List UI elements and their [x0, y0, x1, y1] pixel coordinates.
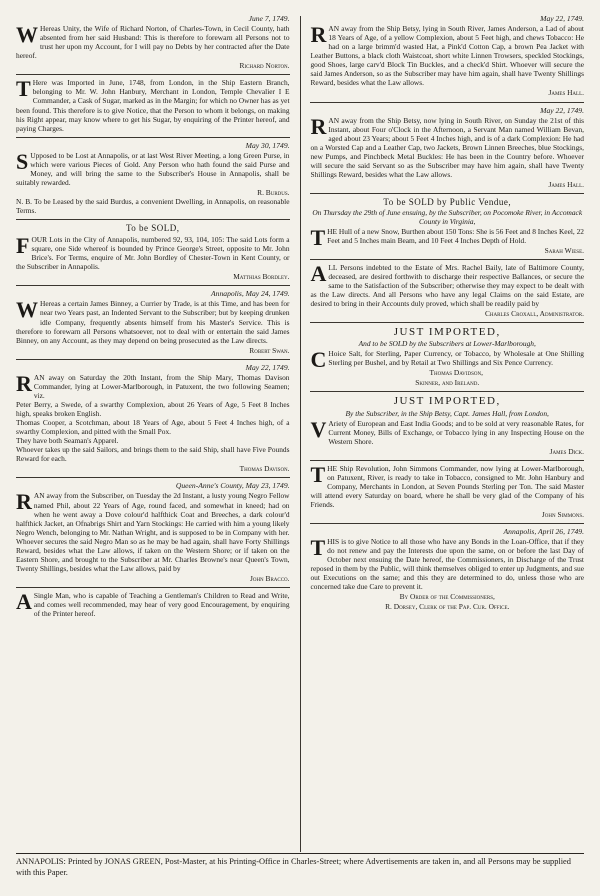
ad-signature: James Hall. [548, 179, 584, 189]
divider [16, 587, 290, 588]
divider [16, 219, 290, 220]
advertisement-imported-sugar [16, 78, 290, 132]
advertisement-lots [16, 223, 290, 281]
divider [16, 477, 290, 478]
drop-cap: T [310, 535, 326, 561]
ad-signature: John Simmons. [541, 509, 584, 519]
ad-subheading: On Thursday the 29th of June ensuing, by the Subscriber, on Pocomoke River, in Accomack County in Virginia, [312, 207, 583, 226]
ad-body: OUR Lots in the City of Annapolis, numbered 92, 93, 104, 105: The said Lots form a square, one Side whereof is bounded by Prince George's Street, opposite to Mr. John Brice's. For Terms, enquire of Mr. John Bordley of Chester-Town in Kent County, or the Subscriber in Annapolis. [16, 235, 290, 272]
advertisement-teacher [16, 588, 290, 618]
divider [16, 74, 290, 75]
ad-date: June 7, 1749. [248, 14, 290, 23]
ad-signature: Sarah Wiese. [544, 245, 584, 255]
advertisement-baily [310, 260, 584, 318]
ad-heading: To be SOLD, [125, 223, 180, 234]
ad-body: Here was Imported in June, 1748, from London, in the Ship Eastern Branch, belonging to Mr. W. John Hanbury, Merchant in London, Temple Chevalier I E Commander, a Cask of Sugar, marked as in the Margin; for which no Owner has as yet been found. This therefore is to give Notice, that the Person to whom it belongs, on making his Right appear, may know where to get his Sugar, by enquiring of the Printer hereof, and paying Charges. [16, 78, 290, 133]
left-column [16, 14, 290, 852]
ad-subheading: By the Subscriber, in the Ship Betsy, Capt. James Hall, from London, [345, 408, 549, 418]
ad-subheading: And to be SOLD by the Subscribers at Lower-Marlborough, [358, 339, 536, 349]
ad-heading: To be SOLD by Public Vendue, [383, 197, 512, 207]
drop-cap: F [16, 233, 30, 259]
drop-cap: R [310, 113, 327, 139]
advertisement-goods [310, 395, 584, 455]
advertisement-seamen [16, 363, 290, 474]
divider [16, 359, 290, 360]
ad-body: LL Persons indebted to the Estate of Mrs. Rachel Baily, late of Baltimore County, deceased, are desired forthwith to discharge their respective Ballances, or secure the same to the Satisfaction of the Subscriber; otherwise they may expect to be dealt with as the Law directs. And all Persons who have any legal Claims on the said Estate, are desired to bring in their Accounts duly proved, which shall be readily paid by [310, 262, 584, 308]
ad-signature: Thomas Davidson, [429, 368, 483, 378]
ad-signature-second-line: R. Dorsey, Clerk of the Pap. Cur. Office. [385, 602, 510, 612]
ad-date: May 22, 1749. [540, 14, 584, 23]
ad-body: AN away on Saturday the 20th Instant, from the Ship Mary, Thomas Davison Commander, lying at Lower-Marlborough, in Patuxent, the two following Seamen; viz. [33, 372, 290, 400]
divider [310, 102, 584, 103]
ad-body: Hereas a certain James Binney, a Currier by Trade, is at this Time, and has been for near two Years past, an Indented Servant to the Subscriber; but by keeping drunken idle Company, frequently absents himself from his Master's Service. This is therefore to forewarn all Persons whatsoever, not to deal with or entertain the said James Binney, on any Account, as they may depend on being prosecuted as the Law directs. [16, 299, 290, 345]
ad-signature: James Hall. [548, 88, 584, 98]
drop-cap: W [16, 22, 38, 48]
right-column [310, 14, 584, 852]
drop-cap: A [310, 260, 327, 286]
ad-body: Ariety of European and East India Goods; and to be sold at very reasonable Rates, for Current Money, Bills of Exchange, or Tobacco lying in any Inspecting House on the Western Shore. [328, 418, 584, 446]
columns [16, 14, 584, 852]
ad-signature: Matthias Bordley. [233, 272, 290, 282]
advertisement-vendue [310, 197, 584, 255]
drop-cap: A [16, 588, 32, 614]
divider [16, 285, 290, 286]
ad-body: AN away from the Subscriber, on Tuesday the 2d Instant, a lusty young Negro Fellow named Phil, about 22 Years of Age, round faced, and somewhat in kneed; had on when he went away a Dove colour'd halfthick Coat and Breeches, a dark colour'd halfthick Jacket, an Ofnabrigs Shirt and Yarn Stockings: He carried with him a young likely Negro Wench, belonging to Mr. Nathan Wright, and is supposed to be in Company with her. Whoever secures the said Negro Man so as he may be had again, shall have Forty Shillings Reward, besides what the Law allows, if taken on the Western Shore; or if taken on the Eastern Shore, and brought to the Subscriber at Mr. Charles Browne's near Queen's Town, Twenty Shillings, besides what the Law allows, paid by [16, 491, 290, 573]
ad-body: Upposed to be Lost at Annapolis, or at last West River Meeting, a long Green Purse, in which were various Pieces of Gold. Any Person who hath found the said Purse and Money, and will bring the same to the Subscriber's House in Annapolis, shall be suitably rewarded. [16, 150, 290, 187]
ad-body: AN away from the Ship Betsy, now lying in South River, on Sunday the 21st of this Instant, about Four o'Clock in the Afternoon, a Servant Man named William Bevan, aged about 23 Years; about 5 Feet 4 Inches high, and is of a dark Complexion: He had on a Worsted Cap and a Leather Cap, two Jackets, Brown Linnen Breeches, blue Stockings, new Pumps, and Pinchbeck Metal Buckles: He has been in the Country before. Whoever will secure the said Servant so as the Subscriber may have him again, shall have Twenty Shillings Reward, besides what the Law allows. [310, 115, 584, 179]
drop-cap: R [16, 489, 32, 515]
drop-cap: C [310, 347, 327, 373]
divider [310, 193, 584, 194]
drop-cap: T [310, 224, 326, 250]
ad-paragraph: Thomas Cooper, a Scotchman, about 18 Years of Age, about 5 Feet 4 Inches high, of a swarthy Complexion, and pitted with the Small Pox. [16, 418, 290, 437]
ad-signature: R. Burdus. [257, 187, 290, 197]
ad-signature: James Dick. [549, 446, 584, 456]
drop-cap: R [310, 22, 327, 48]
ad-signature: By Order of the Commissioners, [399, 592, 495, 602]
ad-body: AN away from the Ship Betsy, lying in South River, James Anderson, a Lad of about 18 Years of Age, of a yellow Complexion, about 5 Feet high, and chews Tobacco: He had on a large brimm'd wasted Hat, a Pink'd Cotton Cap, a brown Pea Jacket with Leather Buttons, a black cloth Waistcoat, short white Linnen Trowsers, speckled Stockings, good Shoes, large carv'd Block Tin Buckles, and a check'd Shirt. Whoever will secure the said James Anderson, so as the Subscriber may have him again, shall have Twenty Shillings Reward, besides what the Law allows. [310, 24, 584, 88]
drop-cap: S [16, 148, 29, 174]
ad-heading: JUST IMPORTED, [393, 326, 501, 338]
advertisement-phil [16, 481, 290, 583]
divider [16, 137, 290, 138]
advertisement-anderson [310, 14, 584, 98]
advertisement-binney [16, 289, 290, 354]
ad-signature: Thomas Davison. [239, 464, 290, 474]
ad-paragraph: Peter Berry, a Swede, of a swarthy Complexion, about 26 Years of Age, 5 Feet 8 Inches high, speaks broken English. [16, 399, 290, 418]
divider [310, 391, 584, 392]
ad-date: Annapolis, May 24, 1749. [211, 289, 290, 299]
ad-body: HE Ship Revolution, John Simmons Commander, now lying at Lower-Marlborough, on Patuxent, River, is ready to take in Tobacco, consigned to Mr. John Hanbury and Company, Merchants in London, at Seven Pounds Sterling per Ton. The said Master will attend every Saturday on board, where he shall be very glad of the Company of his Friends. [310, 463, 584, 509]
ad-heading: JUST IMPORTED, [393, 395, 501, 408]
ad-signature: Robert Swan. [249, 345, 290, 355]
advertisement-revolution [310, 461, 584, 519]
ad-body: Single Man, who is capable of Teaching a Gentleman's Children to Read and Write, and comes well recommended, may hear of very good Encouragement, by enquiring of the Printer hereof. [33, 590, 290, 618]
drop-cap: R [16, 370, 32, 396]
ad-date: Annapolis, April 26, 1749. [503, 527, 584, 536]
divider [310, 460, 584, 461]
ad-signature: John Bracco. [249, 573, 290, 583]
drop-cap: V [310, 416, 327, 442]
ad-body: HIS is to give Notice to all those who have any Bonds in the Loan-Office, that if they do not renew and pay the Interests due upon the same, on or before the last Day of October next ensuing the Date hereof, the Commissioners, in Discharge of the Trust reposed in them by the Public, will think themselves obliged to enter up Judgments, and sue out Executions on the same; and this they are determined to do, unless those who are concerned take due Care to prevent it. [310, 537, 584, 592]
divider [310, 259, 584, 260]
drop-cap: W [16, 297, 38, 323]
ad-signature: Charles Croxall, Administrator. [484, 308, 584, 318]
ad-signature: Richard Norton. [239, 61, 290, 71]
ad-signature-second-line: Skinner, and Ireland. [415, 378, 480, 388]
advertisement-bevan [310, 106, 584, 190]
advertisement-salt [310, 326, 584, 387]
ad-body: Hereas Unity, the Wife of Richard Norton, of Charles-Town, in Cecil County, hath absented from her said Husband: This is therefore to forewarn all Persons not to trust her upon my Account, for I will pay no Debts by her contracted after the Date hereof. [16, 24, 290, 61]
ad-body: HE Hull of a new Snow, Burthen about 150 Tons: She is 56 Feet and 8 Inches Keel, 22 Feet and 5 Inches main Beam, and 10 Feet 4 Inches Depth of Hold. [327, 226, 584, 245]
ad-date: May 22, 1749. [540, 105, 584, 115]
drop-cap: T [16, 76, 31, 102]
ad-note: N. B. To be Leased by the said Burdus, a convenient Dwelling, in Annapolis, on reasonable Terms. [16, 197, 290, 216]
ad-paragraph: They have both Seaman's Apparel. [16, 436, 119, 446]
advertisement-norton [16, 14, 290, 70]
printer-imprint: ANNAPOLIS: Printed by JONAS GREEN, Post-Master, at his Printing-Office in Charles-Street; where Advertisements are taken in, and all Persons may be supplied with this Paper. [16, 853, 584, 879]
drop-cap: T [310, 461, 326, 487]
ad-date: May 30, 1749. [245, 140, 290, 150]
advertisement-purse [16, 141, 290, 215]
divider [310, 322, 584, 323]
ad-body: Hoice Salt, for Sterling, Paper Currency, or Tobacco, by Wholesale at One Shilling Sterling per Bushel, and by Retail at Two Shillings and Six Pence Currency. [328, 349, 584, 368]
column-rule [300, 16, 301, 852]
ad-date: May 22, 1749. [245, 362, 290, 372]
advertisement-loan-office [310, 527, 584, 612]
divider [310, 523, 584, 524]
ad-paragraph: Whoever takes up the said Sailors, and brings them to the said Ship, shall have Five Pounds Reward for each. [16, 445, 290, 464]
ad-date: Queen-Anne's County, May 23, 1749. [175, 481, 290, 491]
